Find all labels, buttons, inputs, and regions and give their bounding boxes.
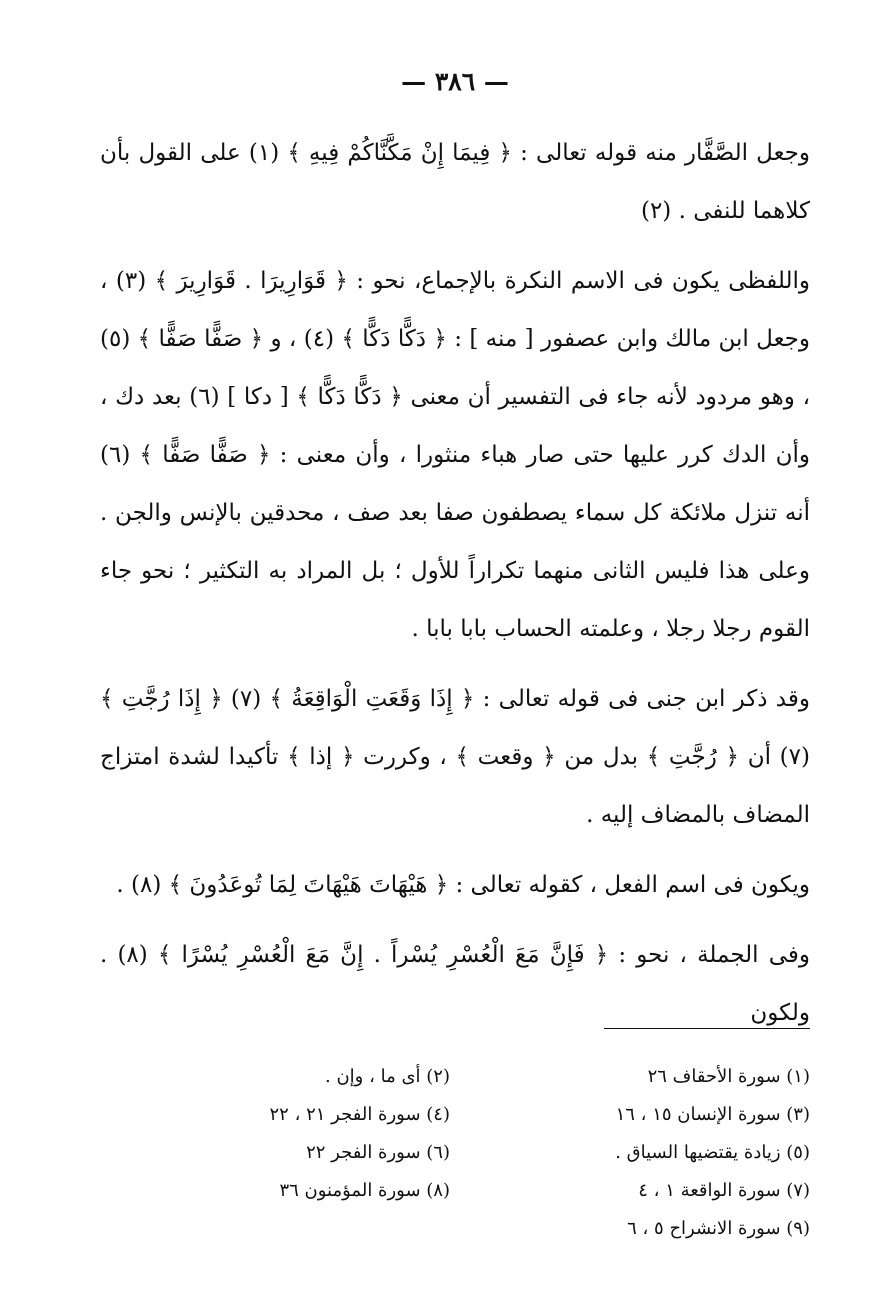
footnote-9: (٩) سورة الانشراح ٥ ، ٦: [627, 1218, 810, 1239]
footnote-4: (٤) سورة الفجر ٢١ ، ٢٢: [269, 1104, 450, 1125]
footnote-8: (٨) سورة المؤمنون ٣٦: [279, 1180, 450, 1201]
book-page: [100, 60, 810, 1270]
paragraph-lafzi: واللفظى يكون فى الاسم النكرة بالإجماع، نحو : ﴿ قَوَارِيرَا . قَوَارِيرَ ﴾ (٣) ، وجعل ابن مالك وابن عصفور [ منه ] : ﴿ دَكًّا دَكًّا ﴾ (٤) ، و ﴿ صَفًّا صَفًّا ﴾ (٥) ، وهو مردود لأنه جاء فى التفسير أن معنى ﴿ دَكًّا دَكًّا ﴾ [ دكا ] (٦) بعد دك ، وأن الدك كرر عليها حتى صار هباء منثورا ، وأن معنى : ﴿ صَفًّا صَفًّا ﴾ (٦) أنه تنزل ملائكة كل سماء يصطفون صفا بعد صف ، محدقين بالإنس والجن . وعلى هذا فليس الثانى منهما تكراراً للأول ؛ بل المراد به التكثير ؛ نحو جاء القوم رجلا رجلا ، وعلمته الحساب بابا بابا .: [100, 268, 811, 642]
footnote-3: (٣) سورة الإنسان ١٥ ، ١٦: [615, 1104, 810, 1125]
footnotes: [100, 1060, 810, 1246]
footnote-5: (٥) زيادة يقتضيها السياق .: [615, 1142, 810, 1163]
paragraph-ibn-jinni: وقد ذكر ابن جنى فى قوله تعالى : ﴿ إِذَا وَقَعَتِ الْوَاقِعَةُ ﴾ (٧) ﴿ إِذَا رُجَّتِ ﴾ (٧) أن ﴿ رُجَّتِ ﴾ بدل من ﴿ وقعت ﴾ ، وكررت ﴿ إذا ﴾ تأكيدا لشدة امتزاج المضاف بالمضاف إليه .: [100, 686, 810, 828]
footnote-divider: [604, 1028, 810, 1029]
footnote-1: (١) سورة الأحقاف ٢٦: [647, 1066, 810, 1087]
footnote-6: (٦) سورة الفجر ٢٢: [306, 1142, 450, 1163]
footnote-7: (٧) سورة الواقعة ١ ، ٤: [638, 1180, 810, 1201]
paragraph-jumla: وفى الجملة ، نحو : ﴿ فَإِنَّ مَعَ الْعُسْرِ يُسْراً . إِنَّ مَعَ الْعُسْرِ يُسْرًا ﴾ (٨) . ولكون: [100, 942, 810, 1026]
footnote-2: (٢) أى ما ، وإن .: [325, 1066, 450, 1087]
paragraph-saffar: وجعل الصَّفَّار منه قوله تعالى : ﴿ فِيمَا إِنْ مَكَّنَّاكُمْ فِيهِ ﴾ (١) على القول بأن كلاهما للنفى . (٢): [100, 140, 811, 224]
page-number: — ٣٨٦ —: [401, 67, 509, 96]
paragraph-ism-fil: ويكون فى اسم الفعل ، كقوله تعالى : ﴿ هَيْهَاتَ هَيْهَاتَ لِمَا تُوعَدُونَ ﴾ (٨) .: [116, 872, 810, 898]
